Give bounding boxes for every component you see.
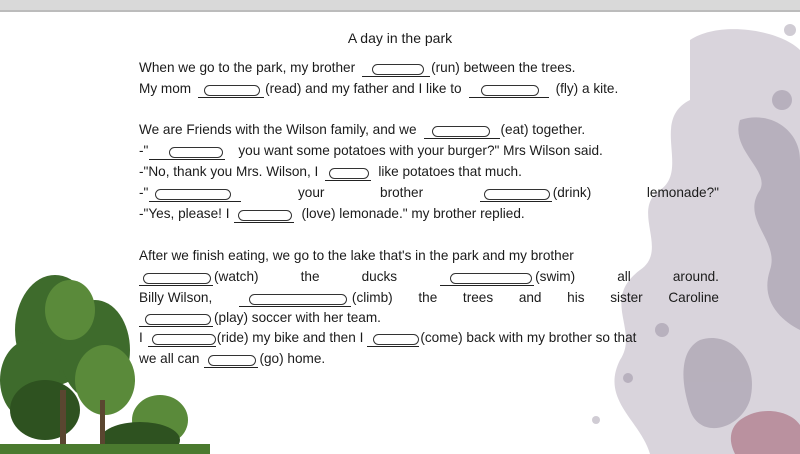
text-segment: -"No, thank you Mrs. Wilson, I [139,164,319,179]
sentence-line-12 [139,328,719,348]
answer-blank[interactable] [148,332,216,348]
text-segment: (love) lemonade." my brother replied. [301,206,525,221]
worksheet-title: A day in the park [347,30,453,46]
text-segment: (read) and my father and I like to [265,81,462,96]
text-segment: After we finish eating, we go to the lake that's in the park and my brother [139,248,574,263]
sentence-line-1 [139,58,719,78]
text-segment: you want some potatoes with your burger?" Mrs Wilson said. [238,143,603,158]
sentence-line-13 [139,349,719,369]
text-segment: -"Yes, please! I [139,206,230,221]
text-segment: the [418,290,438,305]
text-segment: When we go to the park, my brother [139,60,356,75]
text-segment: like potatoes that much. [378,164,522,179]
text-segment: (drink) [552,185,592,200]
text-segment: trees [462,290,494,305]
text-segment: Billy Wilson, [139,290,213,305]
answer-blank[interactable] [469,83,549,99]
text-segment: (ride) my bike and then I [216,330,364,345]
text-segment: -" [139,143,149,158]
answer-blank[interactable] [139,312,213,328]
text-segment: I [139,330,143,345]
text-segment: around. [672,269,719,284]
text-segment: (go) home. [259,351,326,366]
text-segment: lemonade?" [646,185,719,200]
answer-blank[interactable] [440,271,534,287]
text-segment: we all can [139,351,200,366]
answer-blank[interactable] [325,166,371,182]
text-segment: (climb) [351,290,393,305]
sentence-line-6 [139,183,719,203]
answer-blank[interactable] [139,271,213,287]
answer-blank[interactable] [234,208,294,224]
answer-blank[interactable] [149,187,241,203]
text-segment: sister [610,290,643,305]
text-segment: We are Friends with the Wilson family, and we [139,122,417,137]
sentence-line-2 [139,79,719,99]
sentence-line-5 [139,162,719,182]
text-segment: (run) between the trees. [431,60,576,75]
text-segment: Caroline [668,290,719,305]
answer-blank[interactable] [149,145,225,161]
text-segment: -" [139,185,149,200]
text-segment: and [518,290,542,305]
text-segment: (eat) together. [500,122,586,137]
text-segment: ducks [361,269,398,284]
text-segment: (play) soccer with her team. [214,310,381,325]
answer-blank[interactable] [424,124,500,140]
sentence-line-4 [139,141,719,161]
sentence-line-9 [139,267,719,287]
text-segment: (fly) a kite. [555,81,619,96]
answer-blank[interactable] [198,83,264,99]
text-segment: all [617,269,631,284]
text-segment: your [297,185,325,200]
text-segment: brother [380,185,424,200]
sentence-line-11 [139,308,719,328]
text-segment: (come) back with my brother so that [420,330,637,345]
sentence-line-8 [139,246,719,266]
text-segment: the [300,269,320,284]
answer-blank[interactable] [239,292,351,308]
text-segment: his [567,290,585,305]
sentence-line-7 [139,204,719,224]
answer-blank[interactable] [204,353,258,369]
text-segment: (watch) [214,269,259,284]
sentence-line-10 [139,288,719,308]
answer-blank[interactable] [367,332,419,348]
sentence-line-3 [139,120,719,140]
text-segment: My mom [139,81,192,96]
answer-blank[interactable] [362,62,430,78]
text-segment: (swim) [535,269,576,284]
answer-blank[interactable] [480,187,552,203]
